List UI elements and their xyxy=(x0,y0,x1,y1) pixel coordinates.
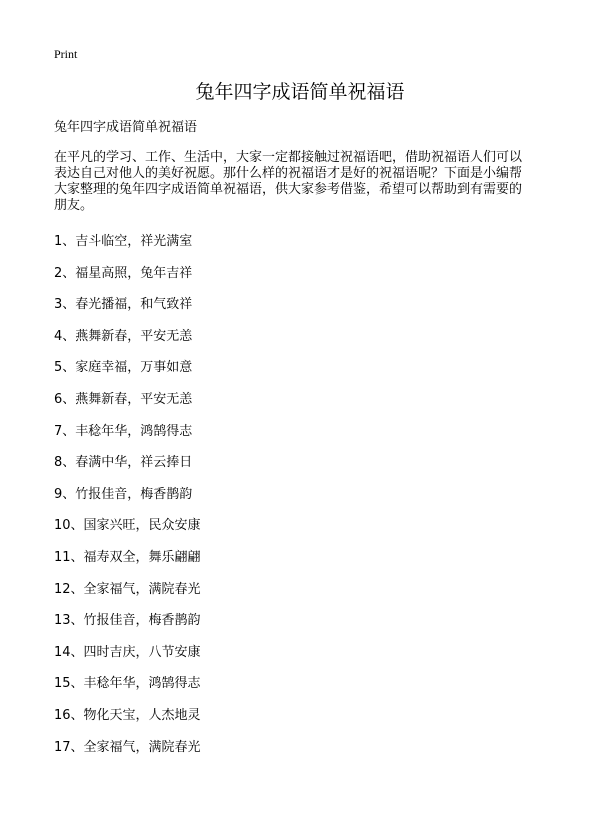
list-item: 6、燕舞新春，平安无恙 xyxy=(54,391,193,407)
list-item: 5、家庭幸福，万事如意 xyxy=(54,360,193,376)
list-item: 8、春满中华，祥云捧日 xyxy=(54,455,193,471)
list-item: 17、全家福气，满院春光 xyxy=(54,739,201,755)
list-item: 7、丰稔年华，鸿鹄得志 xyxy=(54,423,193,439)
print-link[interactable]: Print xyxy=(54,47,78,61)
intro-line: 大家整理的兔年四字成语简单祝福语，供大家参考借鉴，希望可以帮助到有需要的 xyxy=(54,182,523,197)
intro-line: 在平凡的学习、工作、生活中，大家一定都接触过祝福语吧，借助祝福语人们可以 xyxy=(54,150,523,165)
list-item: 1、吉斗临空，祥光满室 xyxy=(54,234,193,249)
intro-line: 朋友。 xyxy=(54,198,94,213)
page-title: 兔年四字成语简单祝福语 xyxy=(195,81,405,103)
list-item: 15、丰稔年华，鸿鹄得志 xyxy=(54,676,201,692)
list-item: 11、福寿双全，舞乐翩翩 xyxy=(54,549,201,565)
list-item: 3、春光播福，和气致祥 xyxy=(54,297,193,313)
intro-paragraph xyxy=(54,150,554,214)
list-item: 16、物化天宝，人杰地灵 xyxy=(54,707,201,723)
intro-line: 表达自己对他人的美好祝愿。那什么样的祝福语才是好的祝福语呢？下面是小编帮 xyxy=(54,166,523,181)
blessing-list xyxy=(54,233,201,770)
list-item: 10、国家兴旺，民众安康 xyxy=(54,518,201,534)
list-item: 2、福星高照，兔年吉祥 xyxy=(54,265,193,281)
list-item: 12、全家福气，满院春光 xyxy=(54,581,201,597)
list-item: 14、四时吉庆，八节安康 xyxy=(54,644,201,660)
list-item: 9、竹报佳音，梅香鹊韵 xyxy=(54,486,193,502)
list-item: 13、竹报佳音，梅香鹊韵 xyxy=(54,613,201,629)
list-item: 4、燕舞新春，平安无恙 xyxy=(54,328,193,344)
article-subtitle: 兔年四字成语简单祝福语 xyxy=(54,120,198,135)
